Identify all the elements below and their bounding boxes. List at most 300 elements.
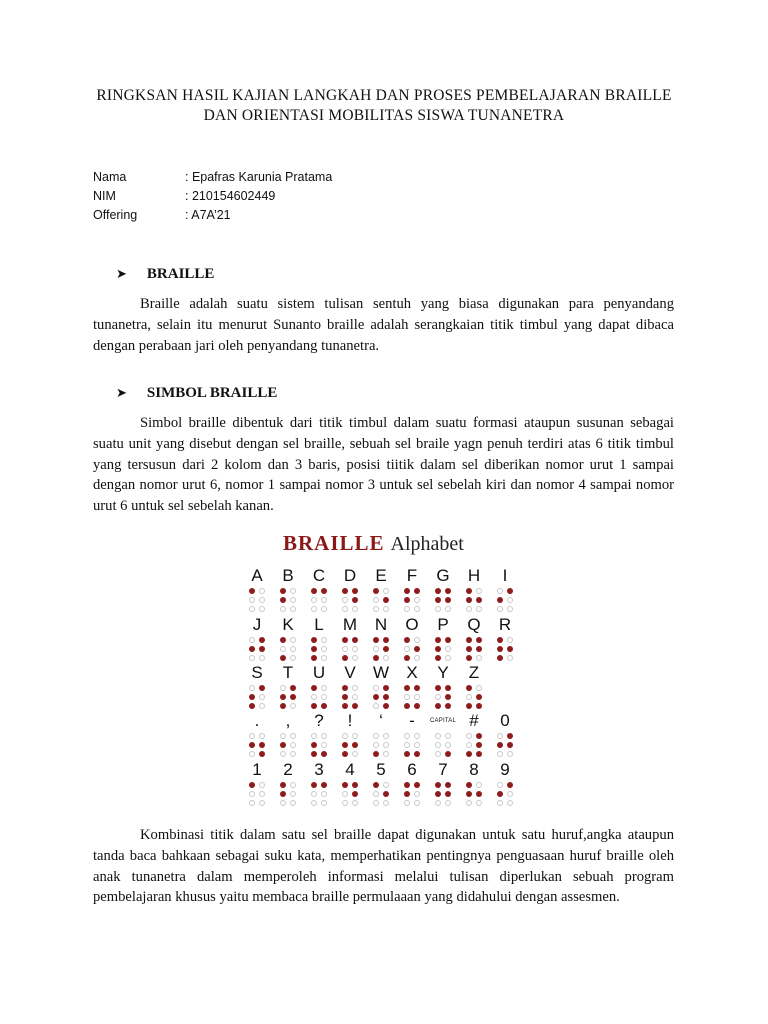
braille-symbol-label: M	[342, 615, 358, 634]
braille-cell	[458, 760, 490, 808]
braille-dot-raised	[321, 588, 327, 594]
braille-dot-raised	[280, 597, 286, 603]
braille-dot-empty	[466, 606, 472, 612]
braille-symbol-label: 3	[314, 760, 324, 779]
braille-dot-empty	[249, 733, 255, 739]
braille-dot-empty	[507, 800, 513, 806]
braille-dot-raised	[342, 588, 348, 594]
braille-dot-empty	[321, 742, 327, 748]
braille-dot-empty	[497, 751, 503, 757]
braille-dot-raised	[404, 782, 410, 788]
braille-cell	[334, 566, 366, 614]
braille-dot-empty	[476, 606, 482, 612]
braille-dot-empty	[466, 694, 472, 700]
braille-dot-raised	[435, 588, 441, 594]
braille-cell	[241, 615, 273, 663]
braille-dot-empty	[373, 800, 379, 806]
braille-dot-empty	[383, 782, 389, 788]
braille-dot-empty	[311, 606, 317, 612]
braille-dots	[365, 588, 397, 612]
braille-dot-empty	[249, 800, 255, 806]
braille-dot-raised	[476, 646, 482, 652]
braille-dot-empty	[311, 597, 317, 603]
braille-dot-empty	[383, 733, 389, 739]
braille-dot-raised	[404, 751, 410, 757]
braille-symbol-label: 9	[500, 760, 510, 779]
braille-dot-empty	[290, 588, 296, 594]
braille-dot-empty	[290, 733, 296, 739]
braille-dot-empty	[476, 588, 482, 594]
braille-dot-raised	[507, 742, 513, 748]
braille-dot-empty	[404, 800, 410, 806]
braille-cell	[489, 760, 521, 808]
braille-dot-empty	[383, 742, 389, 748]
braille-dot-empty	[476, 655, 482, 661]
braille-dot-empty	[497, 733, 503, 739]
bullet-arrow-icon: ➤	[116, 386, 127, 401]
braille-cell	[272, 760, 304, 808]
braille-dot-raised	[311, 751, 317, 757]
braille-dot-raised	[476, 694, 482, 700]
braille-dot-empty	[507, 637, 513, 643]
braille-dot-raised	[445, 791, 451, 797]
info-row-nama	[93, 168, 332, 187]
braille-cell	[396, 711, 428, 759]
braille-dot-empty	[435, 751, 441, 757]
braille-cell	[272, 566, 304, 614]
braille-dot-empty	[507, 606, 513, 612]
braille-dot-empty	[342, 733, 348, 739]
braille-dots	[272, 782, 304, 806]
info-label: Nama	[93, 170, 127, 184]
braille-dot-empty	[290, 646, 296, 652]
braille-dot-raised	[435, 685, 441, 691]
braille-dot-empty	[373, 703, 379, 709]
braille-dot-empty	[259, 782, 265, 788]
braille-dot-raised	[321, 703, 327, 709]
braille-dot-raised	[249, 782, 255, 788]
braille-dots	[396, 685, 428, 709]
braille-dot-raised	[404, 597, 410, 603]
braille-dot-empty	[373, 791, 379, 797]
braille-symbol-label: N	[374, 615, 388, 634]
paragraph-simbol-braille: Simbol braille dibentuk dari titik timbul dalam suatu formasi ataupun susunan sebagai suatu unit yang disebut dengan sel braille, sebuah sel braile yagn penuh terdiri atas 6 titik timbul yang tersusun dari 2 kolom dan 3 baris, posisi tiitik dalam sel diberikan nomor urut 1 sampai dengan nomor urut 6, nomor 1 sampai nomor 3 untuk sel sebelah kiri dan nomor 4 sampai nomor urut 6 untuk sel sebelah kanan.	[93, 415, 674, 515]
braille-dot-empty	[435, 606, 441, 612]
figure-title-regular: Alphabet	[390, 533, 464, 555]
braille-dot-empty	[373, 685, 379, 691]
braille-dot-raised	[435, 791, 441, 797]
braille-dot-raised	[476, 733, 482, 739]
braille-cell	[365, 711, 397, 759]
braille-cell	[396, 663, 428, 711]
braille-dots	[334, 733, 366, 757]
figure-title-bold: BRAILLE	[283, 531, 385, 555]
braille-dot-raised	[445, 637, 451, 643]
braille-dot-raised	[435, 655, 441, 661]
braille-dot-empty	[311, 800, 317, 806]
braille-symbol-label: 2	[283, 760, 293, 779]
braille-dot-empty	[466, 733, 472, 739]
braille-cell	[334, 615, 366, 663]
braille-dot-empty	[280, 733, 286, 739]
braille-symbol-label: ‘	[379, 711, 383, 730]
braille-dots	[427, 733, 459, 757]
braille-dot-raised	[352, 782, 358, 788]
braille-dots	[458, 782, 490, 806]
braille-dot-raised	[445, 703, 451, 709]
braille-dot-empty	[280, 685, 286, 691]
braille-symbol-label: !	[347, 711, 353, 730]
braille-dot-empty	[497, 588, 503, 594]
braille-dot-raised	[466, 588, 472, 594]
braille-dot-empty	[497, 782, 503, 788]
braille-dot-raised	[414, 782, 420, 788]
braille-dots	[427, 588, 459, 612]
braille-dot-empty	[352, 606, 358, 612]
braille-dot-empty	[290, 703, 296, 709]
braille-symbol-label: 5	[376, 760, 386, 779]
braille-dot-raised	[373, 588, 379, 594]
braille-cell	[272, 711, 304, 759]
braille-dot-empty	[311, 733, 317, 739]
braille-dot-raised	[342, 751, 348, 757]
braille-dots	[489, 782, 521, 806]
braille-symbol-label: Q	[467, 615, 481, 634]
braille-cell	[303, 711, 335, 759]
braille-alphabet-figure	[233, 528, 535, 812]
braille-dots	[396, 782, 428, 806]
braille-dot-raised	[352, 703, 358, 709]
braille-dot-raised	[311, 655, 317, 661]
braille-dot-empty	[352, 800, 358, 806]
braille-dot-empty	[342, 597, 348, 603]
braille-dot-raised	[383, 703, 389, 709]
braille-dot-empty	[290, 751, 296, 757]
braille-dot-empty	[497, 800, 503, 806]
braille-dot-empty	[466, 742, 472, 748]
braille-dot-empty	[435, 694, 441, 700]
braille-cell	[489, 615, 521, 663]
braille-dot-raised	[259, 685, 265, 691]
braille-dot-raised	[342, 782, 348, 788]
braille-symbol-label: H	[467, 566, 481, 585]
braille-dot-empty	[507, 655, 513, 661]
braille-dot-empty	[249, 606, 255, 612]
braille-dot-empty	[290, 655, 296, 661]
braille-dot-empty	[445, 800, 451, 806]
braille-cell	[396, 566, 428, 614]
braille-dot-empty	[321, 791, 327, 797]
braille-dot-raised	[352, 791, 358, 797]
braille-dot-empty	[445, 606, 451, 612]
braille-dot-raised	[466, 646, 472, 652]
braille-dot-empty	[373, 733, 379, 739]
braille-dot-raised	[290, 685, 296, 691]
braille-dot-empty	[321, 733, 327, 739]
braille-dots	[241, 782, 273, 806]
braille-dot-raised	[249, 703, 255, 709]
braille-dot-raised	[342, 685, 348, 691]
title-line-1: RINGKSAN HASIL KAJIAN LANGKAH DAN PROSES PEMBELAJARAN BRAILLE	[96, 87, 672, 104]
braille-dot-raised	[259, 742, 265, 748]
braille-cell	[303, 760, 335, 808]
braille-symbol-label: X	[406, 663, 418, 682]
braille-dot-empty	[445, 646, 451, 652]
braille-dots	[272, 685, 304, 709]
info-value: : Epafras Karunia Pratama	[185, 170, 333, 184]
braille-dot-empty	[290, 800, 296, 806]
braille-dot-raised	[321, 782, 327, 788]
braille-dot-raised	[445, 685, 451, 691]
braille-dot-empty	[435, 742, 441, 748]
braille-dot-empty	[373, 597, 379, 603]
braille-dot-empty	[352, 751, 358, 757]
braille-dot-raised	[497, 597, 503, 603]
braille-dot-raised	[383, 791, 389, 797]
braille-dot-raised	[435, 782, 441, 788]
braille-dot-raised	[280, 588, 286, 594]
braille-dot-empty	[259, 606, 265, 612]
braille-cell	[427, 760, 459, 808]
braille-dot-empty	[507, 751, 513, 757]
braille-dot-raised	[445, 597, 451, 603]
braille-dot-empty	[404, 606, 410, 612]
braille-dot-raised	[373, 751, 379, 757]
braille-cell	[489, 711, 521, 759]
braille-dot-raised	[249, 588, 255, 594]
braille-dots	[334, 782, 366, 806]
braille-symbol-label: R	[498, 615, 512, 634]
braille-symbol-label: I	[502, 566, 508, 585]
braille-dot-empty	[259, 588, 265, 594]
paragraph-braille: Braille adalah suatu sistem tulisan sentuh yang biasa digunakan para penyandang tunanetra, selain itu menurut Sunanto braille adalah serangkaian titik timbul yang dapat dibaca dengan perabaan jari oleh penyandang tunanetra.	[93, 296, 674, 354]
braille-symbol-label: K	[282, 615, 294, 634]
braille-dot-raised	[280, 791, 286, 797]
braille-symbol-label: G	[436, 566, 450, 585]
braille-dot-raised	[383, 597, 389, 603]
braille-dot-raised	[466, 637, 472, 643]
braille-cell	[427, 663, 459, 711]
braille-dots	[365, 782, 397, 806]
braille-symbol-label: F	[406, 566, 418, 585]
braille-cell	[303, 615, 335, 663]
braille-dots	[272, 637, 304, 661]
braille-dot-raised	[476, 751, 482, 757]
braille-dot-raised	[507, 588, 513, 594]
braille-dot-empty	[321, 646, 327, 652]
braille-dot-raised	[466, 685, 472, 691]
braille-dots	[458, 733, 490, 757]
braille-dot-raised	[497, 655, 503, 661]
braille-dot-empty	[259, 597, 265, 603]
braille-dot-raised	[249, 694, 255, 700]
braille-symbol-label: .	[254, 711, 260, 730]
braille-dot-raised	[280, 655, 286, 661]
braille-dot-empty	[249, 655, 255, 661]
braille-dots	[241, 588, 273, 612]
braille-cell	[365, 663, 397, 711]
braille-cell	[272, 615, 304, 663]
braille-dot-raised	[466, 597, 472, 603]
braille-dot-empty	[404, 742, 410, 748]
braille-dot-empty	[342, 791, 348, 797]
braille-dot-raised	[311, 588, 317, 594]
braille-dot-empty	[404, 733, 410, 739]
braille-dot-empty	[249, 637, 255, 643]
braille-dots	[489, 733, 521, 757]
braille-symbol-label: D	[343, 566, 357, 585]
braille-symbol-label: 7	[438, 760, 448, 779]
braille-dots	[365, 685, 397, 709]
braille-dots	[396, 588, 428, 612]
braille-dot-empty	[321, 655, 327, 661]
braille-cell	[365, 566, 397, 614]
braille-dots	[303, 782, 335, 806]
braille-dot-raised	[311, 637, 317, 643]
braille-dots	[303, 733, 335, 757]
title-line-2: DAN ORIENTASI MOBILITAS SISWA TUNANETRA	[203, 107, 565, 124]
braille-dot-empty	[476, 782, 482, 788]
braille-symbol-label: O	[405, 615, 419, 634]
braille-dot-empty	[280, 646, 286, 652]
braille-dot-raised	[414, 685, 420, 691]
braille-dot-raised	[259, 637, 265, 643]
braille-dot-raised	[476, 703, 482, 709]
braille-dot-empty	[290, 782, 296, 788]
info-value: : A7A’21	[185, 208, 231, 222]
braille-dots	[334, 588, 366, 612]
braille-dot-raised	[497, 791, 503, 797]
braille-dot-empty	[321, 606, 327, 612]
braille-dot-raised	[497, 646, 503, 652]
braille-dot-empty	[259, 694, 265, 700]
braille-dot-raised	[342, 703, 348, 709]
braille-dots	[303, 637, 335, 661]
braille-symbol-label: 4	[345, 760, 355, 779]
braille-cell	[303, 663, 335, 711]
braille-dot-empty	[342, 646, 348, 652]
braille-dot-raised	[404, 791, 410, 797]
braille-cell	[241, 663, 273, 711]
braille-cell	[334, 663, 366, 711]
braille-dot-raised	[280, 742, 286, 748]
braille-dots	[241, 733, 273, 757]
braille-cell	[241, 760, 273, 808]
braille-dot-empty	[342, 606, 348, 612]
braille-dot-raised	[507, 733, 513, 739]
braille-dot-raised	[466, 655, 472, 661]
braille-dot-empty	[352, 694, 358, 700]
braille-symbol-label: B	[282, 566, 294, 585]
braille-dots	[396, 637, 428, 661]
braille-symbol-label: #	[469, 711, 479, 730]
braille-cell	[427, 711, 459, 759]
braille-dot-raised	[466, 782, 472, 788]
braille-symbol-label: ?	[314, 711, 324, 730]
braille-dot-raised	[445, 588, 451, 594]
braille-dot-raised	[280, 694, 286, 700]
braille-dot-empty	[404, 646, 410, 652]
braille-cell	[365, 760, 397, 808]
braille-dot-raised	[404, 588, 410, 594]
braille-dot-empty	[414, 791, 420, 797]
braille-dot-empty	[342, 800, 348, 806]
braille-dot-empty	[311, 694, 317, 700]
braille-dot-empty	[352, 733, 358, 739]
braille-dot-raised	[280, 703, 286, 709]
braille-dot-raised	[404, 637, 410, 643]
braille-dot-empty	[352, 646, 358, 652]
braille-dot-empty	[435, 800, 441, 806]
braille-dot-empty	[383, 655, 389, 661]
braille-dot-empty	[249, 597, 255, 603]
braille-cell	[241, 566, 273, 614]
braille-dots	[427, 637, 459, 661]
braille-dot-empty	[290, 597, 296, 603]
braille-dots	[241, 685, 273, 709]
braille-dot-empty	[249, 685, 255, 691]
braille-dot-raised	[383, 694, 389, 700]
braille-dot-empty	[321, 597, 327, 603]
braille-dot-empty	[507, 597, 513, 603]
braille-dot-raised	[507, 646, 513, 652]
braille-dot-raised	[497, 742, 503, 748]
braille-symbol-label: V	[344, 663, 356, 682]
braille-dot-empty	[383, 588, 389, 594]
braille-dot-empty	[280, 751, 286, 757]
braille-dots	[334, 685, 366, 709]
braille-dot-empty	[290, 742, 296, 748]
braille-symbol-label: T	[282, 663, 294, 682]
section-heading-simbol-braille	[116, 385, 277, 402]
braille-dot-empty	[507, 791, 513, 797]
info-label: NIM	[93, 189, 116, 203]
braille-cell	[303, 566, 335, 614]
braille-dot-empty	[414, 597, 420, 603]
braille-dot-raised	[352, 597, 358, 603]
braille-dot-empty	[373, 742, 379, 748]
braille-dot-raised	[373, 655, 379, 661]
braille-dot-raised	[414, 588, 420, 594]
braille-dot-empty	[321, 694, 327, 700]
braille-dot-empty	[373, 606, 379, 612]
braille-dot-raised	[352, 742, 358, 748]
braille-symbol-label: 1	[252, 760, 262, 779]
braille-symbol-label: S	[251, 663, 263, 682]
braille-dot-empty	[404, 694, 410, 700]
braille-dot-raised	[280, 637, 286, 643]
braille-dot-empty	[259, 733, 265, 739]
braille-cell	[396, 615, 428, 663]
braille-dot-empty	[414, 733, 420, 739]
braille-dot-raised	[435, 703, 441, 709]
braille-dot-empty	[249, 751, 255, 757]
braille-dot-raised	[280, 782, 286, 788]
braille-dots	[427, 685, 459, 709]
braille-dot-raised	[476, 597, 482, 603]
braille-dot-empty	[466, 800, 472, 806]
braille-symbol-label: Y	[437, 663, 449, 682]
braille-dot-raised	[311, 742, 317, 748]
braille-dot-empty	[290, 791, 296, 797]
braille-symbol-label: ,	[285, 711, 291, 730]
braille-dot-raised	[445, 751, 451, 757]
braille-dot-raised	[414, 751, 420, 757]
braille-dot-raised	[466, 703, 472, 709]
braille-dot-raised	[352, 637, 358, 643]
braille-dot-raised	[404, 703, 410, 709]
braille-dot-empty	[280, 606, 286, 612]
